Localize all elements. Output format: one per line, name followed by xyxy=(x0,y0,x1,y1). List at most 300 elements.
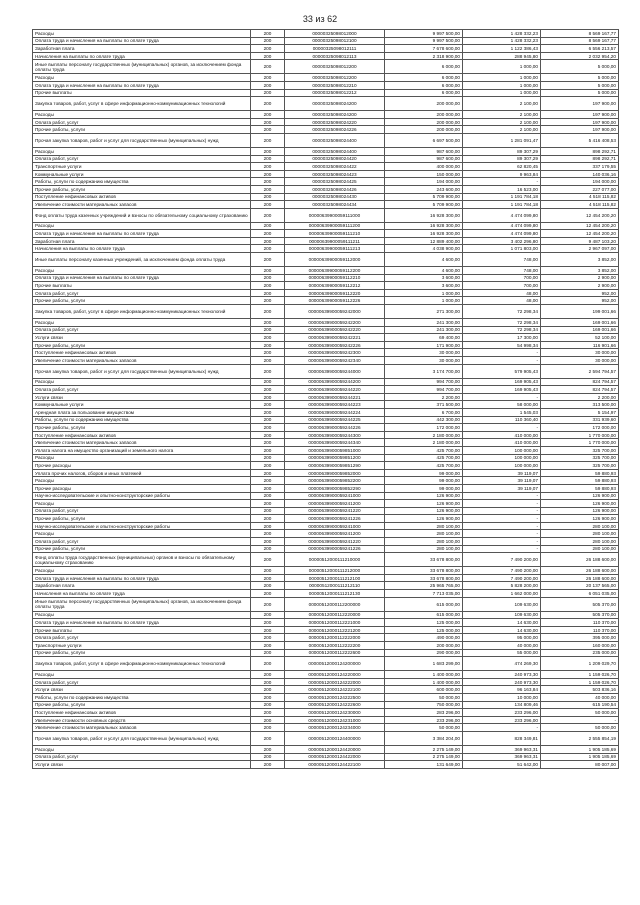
line-code-cell: 200 xyxy=(251,30,285,38)
table-row xyxy=(33,81,619,89)
executed-amount-cell: 828 349,81 xyxy=(463,731,541,745)
budget-code-cell: 00000512000124200000 xyxy=(285,657,385,671)
executed-amount-cell: 369 963,31 xyxy=(463,745,541,753)
remaining-amount-cell: 1 209 029,70 xyxy=(541,657,619,671)
budget-code-cell: 00000512000124420000 xyxy=(285,745,385,753)
table-row xyxy=(33,709,619,717)
budget-code-cell: 00000512000111212110 xyxy=(285,582,385,590)
table-row xyxy=(33,201,619,209)
approved-amount-cell: 99 000,00 xyxy=(385,469,463,477)
approved-amount-cell: 490 000,00 xyxy=(385,634,463,642)
table-row xyxy=(33,178,619,186)
budget-code-cell: 00000512000111212100 xyxy=(285,574,385,582)
line-code-cell: 200 xyxy=(251,686,285,694)
approved-amount-cell: 600 000,00 xyxy=(385,686,463,694)
table-row xyxy=(33,30,619,38)
approved-amount-cell: 126 900,00 xyxy=(385,492,463,500)
remaining-amount-cell: 325 700,00 xyxy=(541,462,619,470)
table-row xyxy=(33,492,619,500)
line-code-cell: 200 xyxy=(251,701,285,709)
table-row xyxy=(33,364,619,378)
budget-code-cell: 00000639900059111211 xyxy=(285,237,385,245)
remaining-amount-cell: 30 000,00 xyxy=(541,357,619,365)
executed-amount-cell: - xyxy=(463,530,541,538)
line-name-cell: Расходы xyxy=(33,745,251,753)
executed-amount-cell: 1 428 332,23 xyxy=(463,37,541,45)
budget-code-cell: 00000639900059241226 xyxy=(285,545,385,553)
line-code-cell: 200 xyxy=(251,538,285,546)
line-name-cell: Оплата труда и начисления на выплаты по оплате труда xyxy=(33,274,251,282)
table-row xyxy=(33,590,619,598)
executed-amount-cell: 48,00 xyxy=(463,289,541,297)
budget-code-cell: 00000325098024226 xyxy=(285,126,385,134)
executed-amount-cell: - xyxy=(463,538,541,546)
executed-amount-cell: 748,00 xyxy=(463,253,541,267)
line-code-cell: 200 xyxy=(251,393,285,401)
budget-code-cell: 00000512000111212130 xyxy=(285,590,385,598)
executed-amount-cell: 55 000,00 xyxy=(463,649,541,657)
executed-amount-cell: - xyxy=(463,545,541,553)
approved-amount-cell: 9 997 500,00 xyxy=(385,30,463,38)
table-row xyxy=(33,253,619,267)
line-name-cell: Оплата труда и начисления на выплаты по оплате труда xyxy=(33,574,251,582)
line-code-cell: 200 xyxy=(251,349,285,357)
line-code-cell: 200 xyxy=(251,469,285,477)
table-row xyxy=(33,597,619,611)
table-row xyxy=(33,574,619,582)
approved-amount-cell: 126 900,00 xyxy=(385,515,463,523)
budget-code-cell: 00000639900059112212 xyxy=(285,282,385,290)
approved-amount-cell: 241 300,00 xyxy=(385,319,463,327)
remaining-amount-cell: 194 000,00 xyxy=(541,178,619,186)
line-code-cell: 200 xyxy=(251,193,285,201)
remaining-amount-cell: 227 077,00 xyxy=(541,185,619,193)
line-code-cell: 200 xyxy=(251,111,285,119)
line-code-cell: 200 xyxy=(251,147,285,155)
approved-amount-cell: 200 000,00 xyxy=(385,111,463,119)
line-name-cell: Заработная плата xyxy=(33,237,251,245)
approved-amount-cell: 50 000,00 xyxy=(385,724,463,732)
remaining-amount-cell: 197 900,00 xyxy=(541,126,619,134)
line-name-cell: Уплата прочих налогов, сборов и иных платежей xyxy=(33,469,251,477)
approved-amount-cell: 9 997 500,00 xyxy=(385,37,463,45)
executed-amount-cell: 96 163,84 xyxy=(463,686,541,694)
line-name-cell: Прочие выплаты xyxy=(33,626,251,634)
table-row xyxy=(33,693,619,701)
approved-amount-cell: 400 000,00 xyxy=(385,163,463,171)
remaining-amount-cell: 12 454 200,20 xyxy=(541,230,619,238)
executed-amount-cell: 48,00 xyxy=(463,297,541,305)
executed-amount-cell: 233 296,00 xyxy=(463,716,541,724)
executed-amount-cell: 109 630,00 xyxy=(463,611,541,619)
executed-amount-cell: 39 119,07 xyxy=(463,484,541,492)
remaining-amount-cell: 395 000,00 xyxy=(541,634,619,642)
budget-code-cell: 00000639900059244300 xyxy=(285,431,385,439)
remaining-amount-cell: 50 000,00 xyxy=(541,724,619,732)
line-name-cell: Прочие работы, услуги xyxy=(33,341,251,349)
approved-amount-cell: 7 678 600,00 xyxy=(385,45,463,53)
remaining-amount-cell: 6 051 035,00 xyxy=(541,590,619,598)
line-name-cell: Начисления на выплаты по оплате труда xyxy=(33,245,251,253)
line-code-cell: 200 xyxy=(251,574,285,582)
remaining-amount-cell: 59 880,93 xyxy=(541,477,619,485)
executed-amount-cell: 1 281 091,47 xyxy=(463,133,541,147)
table-row xyxy=(33,642,619,650)
approved-amount-cell: 425 700,00 xyxy=(385,462,463,470)
budget-code-cell: 00000639900059241220 xyxy=(285,507,385,515)
approved-amount-cell: 99 000,00 xyxy=(385,484,463,492)
approved-amount-cell: 3 174 700,00 xyxy=(385,364,463,378)
line-name-cell: Арендная плата за пользование имуществом xyxy=(33,408,251,416)
line-code-cell: 200 xyxy=(251,634,285,642)
remaining-amount-cell: 169 001,66 xyxy=(541,326,619,334)
table-row xyxy=(33,761,619,769)
executed-amount-cell: - xyxy=(463,724,541,732)
approved-amount-cell: 3 384 204,00 xyxy=(385,731,463,745)
line-name-cell: Прочие выплаты xyxy=(33,89,251,97)
line-code-cell: 200 xyxy=(251,671,285,679)
budget-code-cell: 00000325098012000 xyxy=(285,30,385,38)
table-row xyxy=(33,237,619,245)
table-row xyxy=(33,611,619,619)
executed-amount-cell: 1 000,00 xyxy=(463,89,541,97)
approved-amount-cell: 1 400 000,00 xyxy=(385,678,463,686)
table-row xyxy=(33,745,619,753)
budget-code-cell: 00000325098012200 xyxy=(285,60,385,74)
remaining-amount-cell: 126 900,00 xyxy=(541,492,619,500)
line-name-cell: Оплата работ, услуг xyxy=(33,634,251,642)
line-name-cell: Заработная плата xyxy=(33,45,251,53)
approved-amount-cell: 4 600,00 xyxy=(385,267,463,275)
remaining-amount-cell: 126 900,00 xyxy=(541,515,619,523)
remaining-amount-cell: 280 100,00 xyxy=(541,538,619,546)
approved-amount-cell: 283 296,00 xyxy=(385,709,463,717)
line-name-cell: Поступление нефинансовых активов xyxy=(33,349,251,357)
budget-code-cell: 00000639900059852000 xyxy=(285,469,385,477)
remaining-amount-cell: 3 852,00 xyxy=(541,267,619,275)
table-row xyxy=(33,357,619,365)
executed-amount-cell: 16 523,00 xyxy=(463,185,541,193)
table-row xyxy=(33,60,619,74)
remaining-amount-cell: 313 500,00 xyxy=(541,401,619,409)
remaining-amount-cell: 5 000,00 xyxy=(541,74,619,82)
line-name-cell: Расходы xyxy=(33,454,251,462)
budget-code-cell: 00000639900059242000 xyxy=(285,305,385,319)
executed-amount-cell: 1 000,00 xyxy=(463,81,541,89)
budget-code-cell: 00000639900059241000 xyxy=(285,492,385,500)
remaining-amount-cell: 4 518 115,82 xyxy=(541,201,619,209)
line-name-cell: Расходы xyxy=(33,30,251,38)
line-code-cell: 200 xyxy=(251,515,285,523)
budget-code-cell: 00000512000112221200 xyxy=(285,626,385,634)
table-row xyxy=(33,89,619,97)
line-name-cell: Расходы xyxy=(33,611,251,619)
executed-amount-cell: 3 402 296,80 xyxy=(463,237,541,245)
line-code-cell: 200 xyxy=(251,693,285,701)
executed-amount-cell: 54 998,34 xyxy=(463,341,541,349)
executed-amount-cell: 410 000,00 xyxy=(463,431,541,439)
remaining-amount-cell: 824 794,57 xyxy=(541,386,619,394)
budget-code-cell: 00000325098024422 xyxy=(285,163,385,171)
line-name-cell: Прочая закупка товаров, работ и услуг для государственных (муниципальных) нужд xyxy=(33,133,251,147)
remaining-amount-cell: 325 700,00 xyxy=(541,446,619,454)
approved-amount-cell: 5 709 900,00 xyxy=(385,201,463,209)
remaining-amount-cell: 116 901,66 xyxy=(541,341,619,349)
budget-code-cell: 00000639900059852200 xyxy=(285,477,385,485)
budget-code-cell: 00000325098012200 xyxy=(285,74,385,82)
approved-amount-cell: 1 400 000,00 xyxy=(385,671,463,679)
executed-amount-cell: 4 474 099,80 xyxy=(463,230,541,238)
remaining-amount-cell: 169 001,66 xyxy=(541,319,619,327)
line-code-cell: 200 xyxy=(251,590,285,598)
table-row xyxy=(33,553,619,567)
line-code-cell: 200 xyxy=(251,597,285,611)
approved-amount-cell: 6 000,00 xyxy=(385,89,463,97)
budget-code-cell: 00000325098012100 xyxy=(285,37,385,45)
budget-code-cell: 00000512000124222000 xyxy=(285,678,385,686)
executed-amount-cell: 134 809,46 xyxy=(463,701,541,709)
line-code-cell: 200 xyxy=(251,611,285,619)
line-code-cell: 200 xyxy=(251,305,285,319)
approved-amount-cell: 615 000,00 xyxy=(385,611,463,619)
line-name-cell: Прочие работы, услуги xyxy=(33,297,251,305)
approved-amount-cell: 442 300,00 xyxy=(385,416,463,424)
budget-code-cell: 00000639900059241200 xyxy=(285,530,385,538)
remaining-amount-cell: 280 100,00 xyxy=(541,522,619,530)
budget-code-cell: 00000639900059112000 xyxy=(285,253,385,267)
table-row xyxy=(33,230,619,238)
line-name-cell: Прочие работы, услуги xyxy=(33,424,251,432)
executed-amount-cell: 1 122 386,43 xyxy=(463,45,541,53)
approved-amount-cell: 425 700,00 xyxy=(385,446,463,454)
executed-amount-cell: 72 298,34 xyxy=(463,305,541,319)
budget-code-cell: 00000512000124234000 xyxy=(285,724,385,732)
budget-code-cell: 00000639900059242220 xyxy=(285,326,385,334)
line-code-cell: 200 xyxy=(251,155,285,163)
budget-code-cell: 00000325098024423 xyxy=(285,170,385,178)
budget-code-cell: 00000512000112222600 xyxy=(285,649,385,657)
executed-amount-cell: 14 630,00 xyxy=(463,619,541,627)
line-name-cell: Оплата работ, услуг xyxy=(33,289,251,297)
budget-code-cell: 00000639900059244221 xyxy=(285,393,385,401)
budget-code-cell: 00000639900059244226 xyxy=(285,424,385,432)
approved-amount-cell: 994 700,00 xyxy=(385,386,463,394)
table-row xyxy=(33,753,619,761)
executed-amount-cell: 1 191 784,18 xyxy=(463,201,541,209)
line-name-cell: Иные выплаты персоналу государственных (муниципальных) органов, за исключением фонда оплаты труда xyxy=(33,597,251,611)
line-code-cell: 200 xyxy=(251,37,285,45)
budget-code-cell: 00000639900059112200 xyxy=(285,267,385,275)
executed-amount-cell: - xyxy=(463,522,541,530)
executed-amount-cell: 7 490 200,00 xyxy=(463,574,541,582)
budget-code-cell: 00000512000112200000 xyxy=(285,597,385,611)
line-name-cell: Расходы xyxy=(33,319,251,327)
executed-amount-cell: 169 905,43 xyxy=(463,386,541,394)
line-name-cell: Поступление нефинансовых активов xyxy=(33,193,251,201)
remaining-amount-cell: 2 967 097,00 xyxy=(541,245,619,253)
remaining-amount-cell: 5 000,00 xyxy=(541,60,619,74)
table-row xyxy=(33,724,619,732)
line-code-cell: 200 xyxy=(251,619,285,627)
budget-code-cell: 00000639900059241220 xyxy=(285,538,385,546)
executed-amount-cell: - xyxy=(463,349,541,357)
line-name-cell: Услуги связи xyxy=(33,686,251,694)
table-row xyxy=(33,97,619,111)
executed-amount-cell: 110 360,40 xyxy=(463,416,541,424)
line-name-cell: Прочие расходы xyxy=(33,462,251,470)
line-code-cell: 200 xyxy=(251,454,285,462)
table-row xyxy=(33,282,619,290)
approved-amount-cell: 12 889 400,00 xyxy=(385,237,463,245)
executed-amount-cell: - xyxy=(463,357,541,365)
budget-code-cell: 00000639900059111213 xyxy=(285,245,385,253)
line-name-cell: Прочие работы, услуги xyxy=(33,185,251,193)
line-name-cell: Поступление нефинансовых активов xyxy=(33,431,251,439)
budget-code-cell: 00000639900059244223 xyxy=(285,401,385,409)
line-name-cell: Оплата работ, услуг xyxy=(33,386,251,394)
remaining-amount-cell: 898 292,71 xyxy=(541,155,619,163)
line-code-cell: 200 xyxy=(251,649,285,657)
line-code-cell: 200 xyxy=(251,97,285,111)
line-code-cell: 200 xyxy=(251,230,285,238)
executed-amount-cell: 2 100,00 xyxy=(463,97,541,111)
approved-amount-cell: 987 600,00 xyxy=(385,155,463,163)
table-row xyxy=(33,538,619,546)
remaining-amount-cell: 2 594 794,57 xyxy=(541,364,619,378)
executed-amount-cell: 474 269,30 xyxy=(463,657,541,671)
line-code-cell: 200 xyxy=(251,52,285,60)
remaining-amount-cell: 8 569 167,77 xyxy=(541,30,619,38)
budget-code-cell: 00000639900059851200 xyxy=(285,454,385,462)
table-row xyxy=(33,386,619,394)
remaining-amount-cell: 1 770 000,00 xyxy=(541,439,619,447)
approved-amount-cell: 280 100,00 xyxy=(385,538,463,546)
line-name-cell: Работы, услуги по содержанию имущества xyxy=(33,416,251,424)
executed-amount-cell: 700,00 xyxy=(463,274,541,282)
approved-amount-cell: 1 683 299,00 xyxy=(385,657,463,671)
approved-amount-cell: 1 000,00 xyxy=(385,297,463,305)
executed-amount-cell: 62 820,45 xyxy=(463,163,541,171)
remaining-amount-cell: 331 939,60 xyxy=(541,416,619,424)
approved-amount-cell: 3 600,00 xyxy=(385,274,463,282)
budget-code-cell: 00000512000124230000 xyxy=(285,709,385,717)
executed-amount-cell: 1 000,00 xyxy=(463,60,541,74)
line-code-cell: 200 xyxy=(251,341,285,349)
line-name-cell: Фонд оплаты труда государственных (муниципальных) органов и взносы по обязательному социальному страхованию xyxy=(33,553,251,567)
budget-code-cell: 00000512000124222500 xyxy=(285,693,385,701)
line-code-cell: 200 xyxy=(251,439,285,447)
budget-code-cell: 00000639900059244225 xyxy=(285,416,385,424)
line-name-cell: Оплата работ, услуг xyxy=(33,155,251,163)
table-row xyxy=(33,393,619,401)
line-code-cell: 200 xyxy=(251,297,285,305)
budget-execution-table xyxy=(32,29,619,769)
approved-amount-cell: 271 300,00 xyxy=(385,305,463,319)
line-name-cell: Расходы xyxy=(33,500,251,508)
table-row xyxy=(33,222,619,230)
executed-amount-cell: 7 490 200,00 xyxy=(463,567,541,575)
remaining-amount-cell: 952,00 xyxy=(541,297,619,305)
approved-amount-cell: 30 000,00 xyxy=(385,357,463,365)
table-row xyxy=(33,686,619,694)
line-name-cell: Расходы xyxy=(33,222,251,230)
executed-amount-cell: 2 100,00 xyxy=(463,111,541,119)
remaining-amount-cell: 80 007,00 xyxy=(541,761,619,769)
executed-amount-cell: 14 630,00 xyxy=(463,626,541,634)
executed-amount-cell: 17 300,00 xyxy=(463,334,541,342)
approved-amount-cell: 126 900,00 xyxy=(385,507,463,515)
budget-code-cell: 00000325098024220 xyxy=(285,118,385,126)
approved-amount-cell: 33 678 800,00 xyxy=(385,553,463,567)
budget-code-cell: 00000639900059242340 xyxy=(285,357,385,365)
approved-amount-cell: 241 300,00 xyxy=(385,326,463,334)
budget-code-cell: 00000639900059244000 xyxy=(285,364,385,378)
budget-code-cell: 00000512000124222600 xyxy=(285,701,385,709)
table-row xyxy=(33,678,619,686)
approved-amount-cell: 987 600,00 xyxy=(385,147,463,155)
line-name-cell: Расходы xyxy=(33,477,251,485)
remaining-amount-cell: 59 880,93 xyxy=(541,484,619,492)
budget-code-cell: 00000639900059112226 xyxy=(285,297,385,305)
table-row xyxy=(33,507,619,515)
approved-amount-cell: 131 649,00 xyxy=(385,761,463,769)
line-name-cell: Коммунальные услуги xyxy=(33,170,251,178)
table-row xyxy=(33,530,619,538)
budget-code-cell: 00000639900059244220 xyxy=(285,386,385,394)
line-code-cell: 200 xyxy=(251,118,285,126)
budget-code-cell: 00000639900059852290 xyxy=(285,484,385,492)
table-row xyxy=(33,305,619,319)
line-name-cell: Прочие работы, услуги xyxy=(33,649,251,657)
approved-amount-cell: 200 000,00 xyxy=(385,118,463,126)
table-row xyxy=(33,185,619,193)
table-row xyxy=(33,326,619,334)
executed-amount-cell: - xyxy=(463,507,541,515)
line-name-cell: Расходы xyxy=(33,267,251,275)
line-code-cell: 200 xyxy=(251,364,285,378)
budget-code-cell: 00000512000124422000 xyxy=(285,753,385,761)
line-code-cell: 200 xyxy=(251,507,285,515)
line-code-cell: 200 xyxy=(251,386,285,394)
approved-amount-cell: 25 965 765,00 xyxy=(385,582,463,590)
table-row xyxy=(33,657,619,671)
line-code-cell: 200 xyxy=(251,553,285,567)
line-code-cell: 200 xyxy=(251,424,285,432)
budget-code-cell: 00000639900059242300 xyxy=(285,349,385,357)
executed-amount-cell: 2 100,00 xyxy=(463,118,541,126)
table-row xyxy=(33,378,619,386)
budget-code-cell: 00000639900059241000 xyxy=(285,522,385,530)
table-row xyxy=(33,147,619,155)
budget-code-cell: 00000325098024434 xyxy=(285,201,385,209)
table-row xyxy=(33,439,619,447)
remaining-amount-cell: 110 370,00 xyxy=(541,626,619,634)
budget-code-cell: 00000639900059851290 xyxy=(285,462,385,470)
line-code-cell: 200 xyxy=(251,582,285,590)
approved-amount-cell: 30 000,00 xyxy=(385,349,463,357)
executed-amount-cell: 95 000,00 xyxy=(463,634,541,642)
line-name-cell: Прочая закупка товаров, работ и услуг для государственных (муниципальных) нужд xyxy=(33,731,251,745)
approved-amount-cell: 16 928 300,00 xyxy=(385,222,463,230)
approved-amount-cell: 371 500,00 xyxy=(385,401,463,409)
table-row xyxy=(33,416,619,424)
line-name-cell: Закупка товаров, работ, услуг в сфере информационно-коммуникационных технологий xyxy=(33,657,251,671)
table-row xyxy=(33,545,619,553)
line-code-cell: 200 xyxy=(251,431,285,439)
budget-code-cell: 00000639900059111000 xyxy=(285,208,385,222)
approved-amount-cell: 290 000,00 xyxy=(385,649,463,657)
table-row xyxy=(33,408,619,416)
